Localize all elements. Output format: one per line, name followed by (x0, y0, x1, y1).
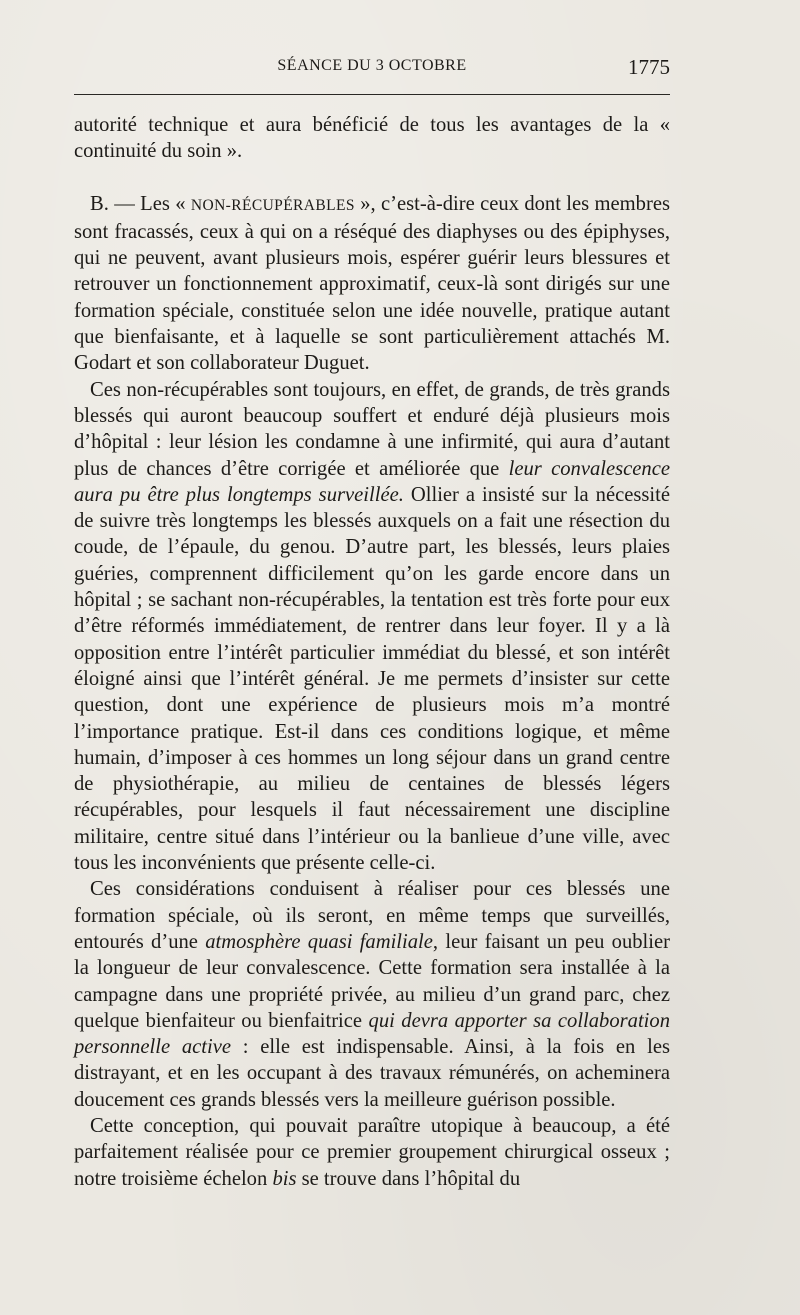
paragraph-3-b: Ollier a insisté sur la nécessité de suivre très longtemps les blessés auxquels on a fait une résection du coude, de l’épaule, du genou. D’autre part, les blessés, leurs plaies guéries, comprennent difficilement qu’on les garde encore dans un hôpital ; se sachant non-récupérables, la tentation est très forte pour eux d’être réformés immédiatement, de rentrer dans leur foyer. Il y a là opposition entre l’intérêt particulier immédiat du blessé, et son intérêt éloigné ainsi que l’intérêt général. Je me permets d’insister sur cette question, dont une expérience de plusieurs mois m’a montré l’importance pratique. Est-il dans ces conditions logique, et même humain, d’imposer à ces hommes un long séjour dans un grand centre de physiothérapie, au milieu de centaines de blessés légers récupérables, pour lesquels il faut nécessairement une discipline militaire, centre situé dans l’intérieur ou la banlieue d’une ville, avec tous les inconvénients que présente celle-ci. (74, 483, 670, 875)
paragraph-3-italic: leur convalescence aura pu être plus longtemps surveillée. (74, 457, 670, 506)
paragraph-4-a: Ces considérations conduisent à réaliser pour ces blessés une formation spéciale, où ils seront, en même temps que surveillés, entourés d’une (74, 878, 670, 953)
paragraph-5 (74, 1113, 670, 1192)
paragraph-4-c: : elle est indispensable. Ainsi, à la fois en les distrayant, et en les occupant à des travaux rémunérés, on acheminera doucement ces grands blessés vers la meilleure guérison possible. (74, 1036, 670, 1111)
paragraph-4-italic-1: atmosphère quasi familiale (205, 930, 433, 953)
paragraph-3 (74, 377, 670, 877)
header-rule (74, 94, 670, 95)
paragraph-5-italic: bis (272, 1167, 297, 1190)
running-title: SÉANCE DU 3 OCTOBRE (277, 57, 467, 74)
paragraph-1: autorité technique et aura bénéficié de tous les avantages de la « continuité du soin ». (74, 114, 670, 163)
body-text (74, 112, 670, 1192)
paragraph-4 (74, 876, 670, 1113)
paragraph-4-b: , leur faisant un peu oublier la longueur de leur convalescence. Cette formation sera installée à la campagne dans une propriété privée, au milieu d’un grand parc, chez quelque bienfaiteur ou bienfaitrice (74, 930, 670, 1032)
page-number: 1775 (628, 55, 670, 79)
paragraph-2 (74, 191, 670, 377)
page-header (74, 55, 670, 81)
paragraph-3-a: Ces non-récupérables sont toujours, en effet, de grands, de très grands blessés qui auront beaucoup souffert et enduré déjà plusieurs mois d’hôpital : leur lésion les condamne à une infirmité, qui aura d’autant plus de chances d’être corrigée et améliorée que (74, 378, 670, 480)
non-recuperables-heading: NON-RÉCUPÉRABLES (190, 196, 355, 214)
paragraph-5-b: se trouve dans l’hôpital du (296, 1167, 521, 1190)
paragraph-4-italic-2: qui devra apporter sa collaboration personnelle active (74, 1009, 671, 1059)
paragraph-5-a: Cette conception, qui pouvait paraître utopique à beaucoup, a été parfaitement réalisée pour ce premier groupement chirurgical osseux ; notre troisième échelon (74, 1114, 670, 1190)
paragraph-2-lead: B. — Les « (90, 192, 191, 215)
paragraph-2-rest: », c’est-à-dire ceux dont les membres sont fracassés, ceux à qui on a réséqué des diaphyses ou des épiphyses, qui ne peuvent, avant plusieurs mois, espérer guérir leurs blessures et retrouver un fonctionnement approximatif, ceux-là sont dirigés sur une formation spéciale, constituée selon une idée nouvelle, pratique autant que bienfaisante, et à laquelle se sont particulièrement attachés M. Godart et son collaborateur Duguet. (74, 192, 670, 375)
